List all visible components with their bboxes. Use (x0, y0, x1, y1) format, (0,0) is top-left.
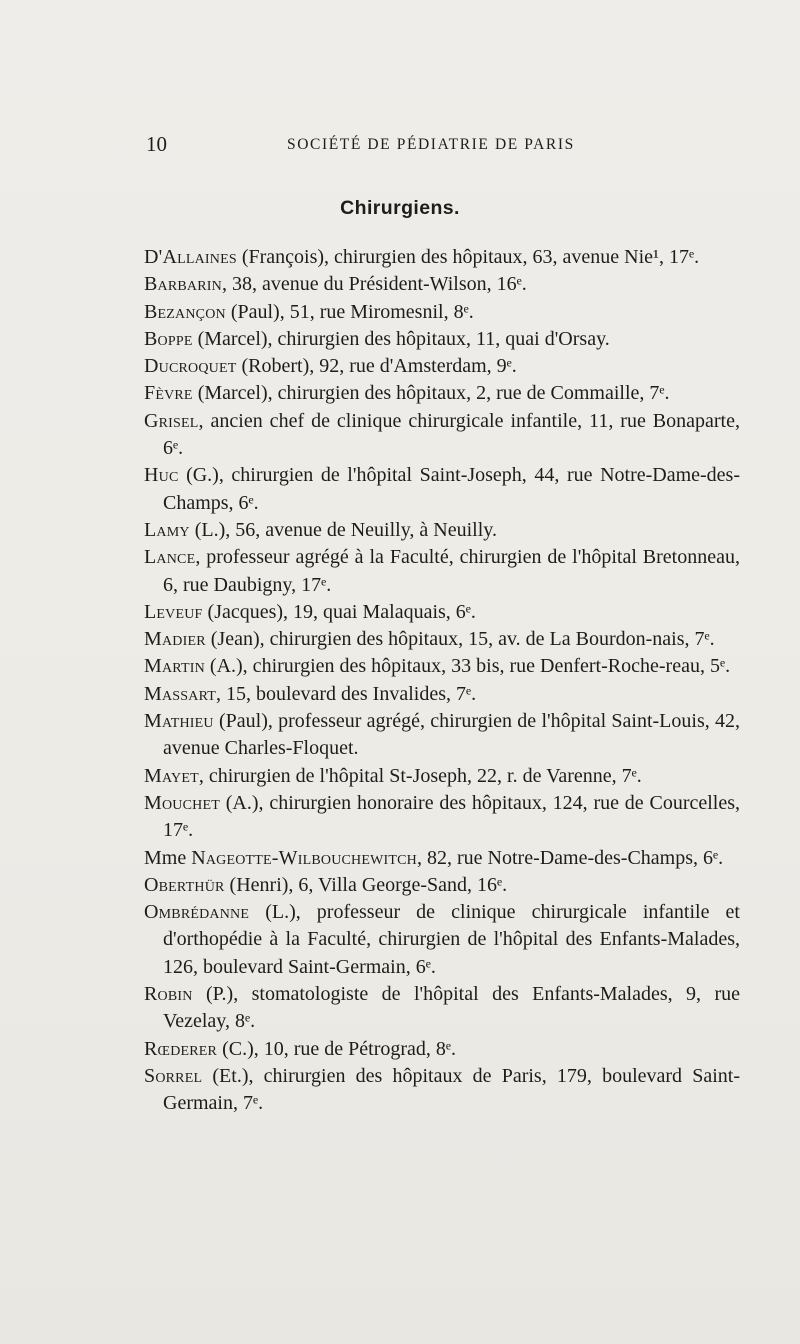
entry-name: Lamy (144, 518, 190, 541)
list-item (144, 681, 740, 708)
list-item (144, 899, 740, 981)
entry-name: Martin (144, 655, 205, 678)
entry-details: (Et.), chirurgien des hôpitaux de Paris, 179, boulevard Saint-Germain, 7ᵉ. (163, 1064, 740, 1115)
entry-name: Sorrel (144, 1064, 203, 1087)
list-item (144, 244, 740, 271)
entry-details: , 15, boulevard des Invalides, 7ᵉ. (216, 682, 477, 705)
entry-details: (Paul), professeur agrégé, chirurgien de l'hôpital Saint-Louis, 42, avenue Charles-Floquet. (163, 710, 740, 760)
entry-details: (P.), stomatologiste de l'hôpital des Enfants-Malades, 9, rue Vezelay, 8ᵉ. (163, 983, 740, 1033)
entry-name: Grisel (144, 409, 199, 432)
list-item (144, 353, 740, 380)
list-item (144, 462, 740, 517)
entry-name: Oberthür (144, 873, 225, 896)
entry-details: , professeur agrégé à la Faculté, chirurgien de l'hôpital Bretonneau, 6, rue Daubigny, 17ᵉ. (163, 546, 740, 596)
running-head: SOCIÉTÉ DE PÉDIATRIE DE PARIS (287, 136, 575, 153)
list-item (144, 1063, 740, 1118)
list-item (144, 790, 740, 845)
list-item (144, 845, 740, 872)
entry-details: (Paul), 51, rue Miromesnil, 8ᵉ. (225, 300, 474, 323)
entry-details: (G.), chirurgien de l'hôpital Saint-Joseph, 44, rue Notre-Dame-des-Champs, 6ᵉ. (163, 464, 740, 514)
entry-details: (Robert), 92, rue d'Amsterdam, 9ᵉ. (236, 355, 517, 378)
list-item (144, 626, 740, 653)
entry-details: , 38, avenue du Président-Wilson, 16ᵉ. (221, 273, 527, 296)
entry-details: (Jean), chirurgien des hôpitaux, 15, av. de La Bourdon-nais, 7ᵉ. (205, 628, 715, 651)
entry-details: (C.), 10, rue de Pétrograd, 8ᵉ. (217, 1037, 457, 1060)
entry-details: (Henri), 6, Villa George-Sand, 16ᵉ. (224, 873, 508, 896)
entry-name: Boppe (144, 327, 193, 350)
entry-details: , 82, rue Notre-Dame-des-Champs, 6ᵉ. (417, 846, 724, 869)
list-item (144, 763, 740, 790)
list-item (144, 599, 740, 626)
entry-name: Madier (144, 628, 206, 651)
entry-name: Leveuf (144, 600, 203, 623)
entry-name: Mouchet (144, 791, 220, 814)
list-item (144, 326, 740, 353)
list-item (144, 299, 740, 326)
list-item (144, 1036, 740, 1063)
entry-name: Mathieu (144, 710, 214, 733)
entry-name: Lance (144, 546, 196, 569)
list-item (144, 517, 740, 544)
entry-name: Robin (144, 983, 193, 1006)
entry-details: (A.), chirurgien honoraire des hôpitaux, 124, rue de Courcelles, 17ᵉ. (163, 791, 740, 842)
list-item (144, 653, 740, 680)
page-header (146, 130, 740, 158)
entry-details: (L.), 56, avenue de Neuilly, à Neuilly. (189, 518, 497, 541)
member-list (144, 244, 740, 1118)
entry-details: (Marcel), chirurgien des hôpitaux, 11, quai d'Orsay. (192, 327, 610, 350)
page-number: 10 (146, 132, 167, 156)
entry-name: Fèvre (144, 382, 193, 405)
entry-prefix: Mme (144, 846, 192, 869)
entry-name: D'Allaines (144, 246, 237, 268)
entry-name: Bezançon (144, 300, 226, 323)
list-item (144, 981, 740, 1036)
entry-details: (Jacques), 19, quai Malaquais, 6ᵉ. (202, 600, 476, 623)
entry-name: Massart (144, 682, 217, 705)
entry-name: Ombrédanne (144, 901, 250, 924)
list-item (144, 872, 740, 899)
entry-details: (Marcel), chirurgien des hôpitaux, 2, rue de Commaille, 7ᵉ. (192, 382, 670, 405)
entry-details: , chirurgien de l'hôpital St-Joseph, 22, r. de Varenne, 7ᵉ. (198, 764, 642, 787)
list-item (144, 544, 740, 599)
entry-name: Mayet (144, 764, 199, 787)
section-title: Chirurgiens. (340, 197, 460, 219)
entry-details: (A.), chirurgien des hôpitaux, 33 bis, rue Denfert-Roche-reau, 5ᵉ. (204, 655, 731, 678)
entry-name: Nageotte-Wilbouchewitch (191, 846, 417, 869)
entry-name: Barbarin (144, 273, 222, 296)
list-item (144, 271, 740, 298)
list-item (144, 408, 740, 463)
entry-name: Huc (144, 464, 179, 487)
list-item (144, 708, 740, 763)
entry-details: (L.), professeur de clinique chirurgicale infantile et d'orthopédie à la Faculté, chirurgien de l'hôpital des Enfants-Malades, 126, boulevard Saint-Germain, 6ᵉ. (163, 901, 740, 978)
entry-details: (François), chirurgien des hôpitaux, 63, avenue Nie¹, 17ᵉ. (236, 246, 700, 268)
list-item (144, 380, 740, 407)
entry-name: Rœderer (144, 1037, 218, 1060)
entry-details: , ancien chef de clinique chirurgicale infantile, 11, rue Bonaparte, 6ᵉ. (163, 409, 740, 460)
entry-name: Ducroquet (144, 355, 237, 378)
